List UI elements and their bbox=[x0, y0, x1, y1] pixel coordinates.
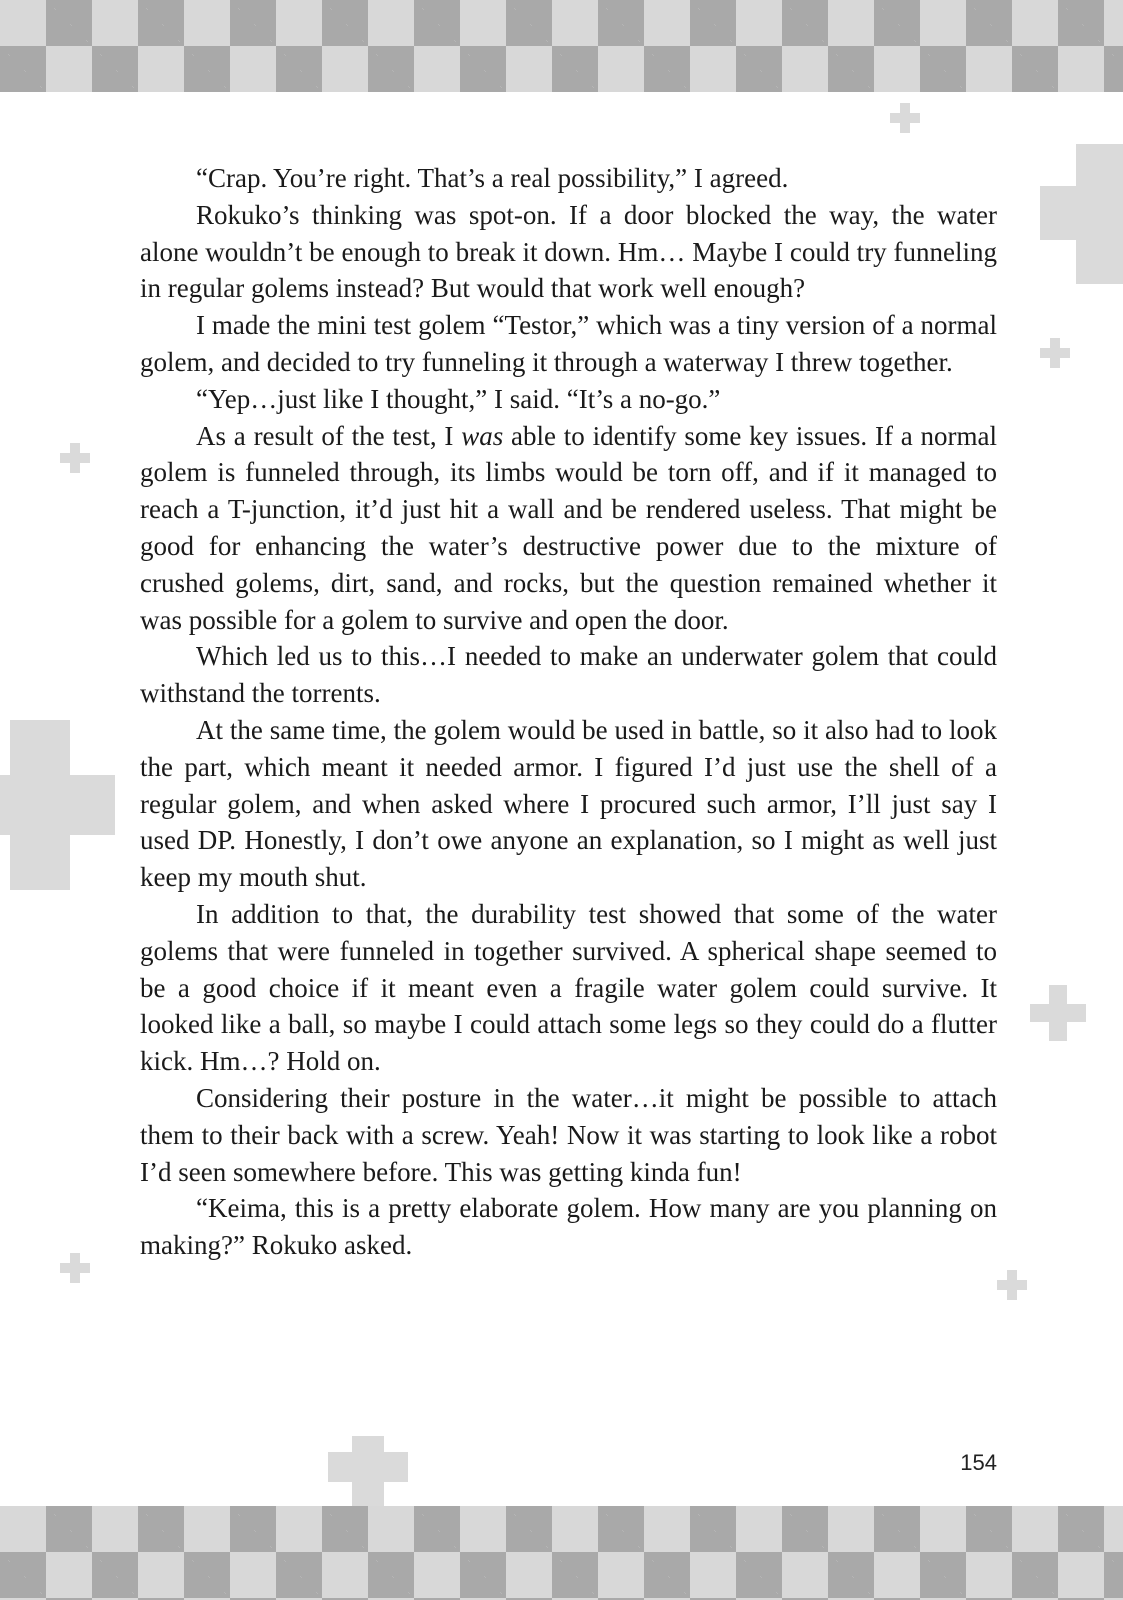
sparkle-decoration-icon bbox=[0, 720, 115, 890]
paragraph: “Crap. You’re right. That’s a real possibility,” I agreed. bbox=[196, 163, 789, 193]
paragraph: I made the mini test golem “Testor,” which was a tiny version of a normal golem, and decided to try funneling it through a waterway I threw together. bbox=[140, 310, 997, 377]
paragraph: Which led us to this…I needed to make an underwater golem that could withstand the torrents. bbox=[140, 641, 997, 709]
sparkle-decoration-icon bbox=[890, 103, 920, 133]
bottom-checker-border bbox=[0, 1506, 1123, 1600]
paragraph: Considering their posture in the water…it might be possible to attach them to their back with a screw. Yeah! Now it was starting to look like a robot I’d seen somewhere before. This was getting kinda fun! bbox=[140, 1082, 997, 1187]
paragraph: In addition to that, the durability test showed that some of the water golems that were funneled in together survived. A spherical shape seemed to be a good choice if it meant even a fragile water golem could survive. It looked like a ball, so maybe I could attach some legs so they could do a flutter kick. Hm…? Hold on. bbox=[140, 898, 997, 1077]
page-number: 154 bbox=[960, 1450, 997, 1475]
paragraph: “Keima, this is a pretty elaborate golem. How many are you planning on making?” Rokuko asked. bbox=[140, 1193, 997, 1261]
sparkle-decoration-icon bbox=[997, 1270, 1027, 1300]
paragraph bbox=[140, 418, 997, 639]
page-text bbox=[140, 160, 997, 1264]
sparkle-decoration-icon bbox=[60, 1253, 90, 1283]
emphasized-word: was bbox=[461, 420, 504, 451]
paragraph: “Yep…just like I thought,” I said. “It’s a no-go.” bbox=[196, 383, 721, 414]
top-checker-border bbox=[0, 0, 1123, 92]
paragraph-text: As a result of the test, I bbox=[196, 420, 462, 451]
sparkle-decoration-icon bbox=[1030, 985, 1086, 1041]
sparkle-decoration-icon bbox=[60, 443, 90, 473]
paragraph-text: able to identify some key issues. If a normal golem is funneled through, its limbs would be torn off, and if it managed to reach a T-junction, it’d just hit a wall and be rendered useless. That might be good for enhancing the water’s destructive power due to the mixture of crushed golems, dirt, sand, and rocks, but the question remained whether it was possible for a golem to survive and open the door. bbox=[140, 420, 997, 635]
paragraph: Rokuko’s thinking was spot-on. If a door blocked the way, the water alone wouldn’t be enough to break it down. Hm… Maybe I could try funneling in regular golems instead? But would that work well enough? bbox=[140, 199, 997, 304]
sparkle-decoration-icon bbox=[1040, 338, 1070, 368]
paragraph: At the same time, the golem would be used in battle, so it also had to look the part, which meant it needed armor. I figured I’d just use the shell of a regular golem, and when asked where I procured such armor, I’ll just say I used DP. Honestly, I don’t owe anyone an explanation, so I might as well just keep my mouth shut. bbox=[140, 714, 997, 893]
sparkle-decoration-icon bbox=[1040, 144, 1123, 284]
sparkle-decoration-icon bbox=[328, 1436, 408, 1506]
